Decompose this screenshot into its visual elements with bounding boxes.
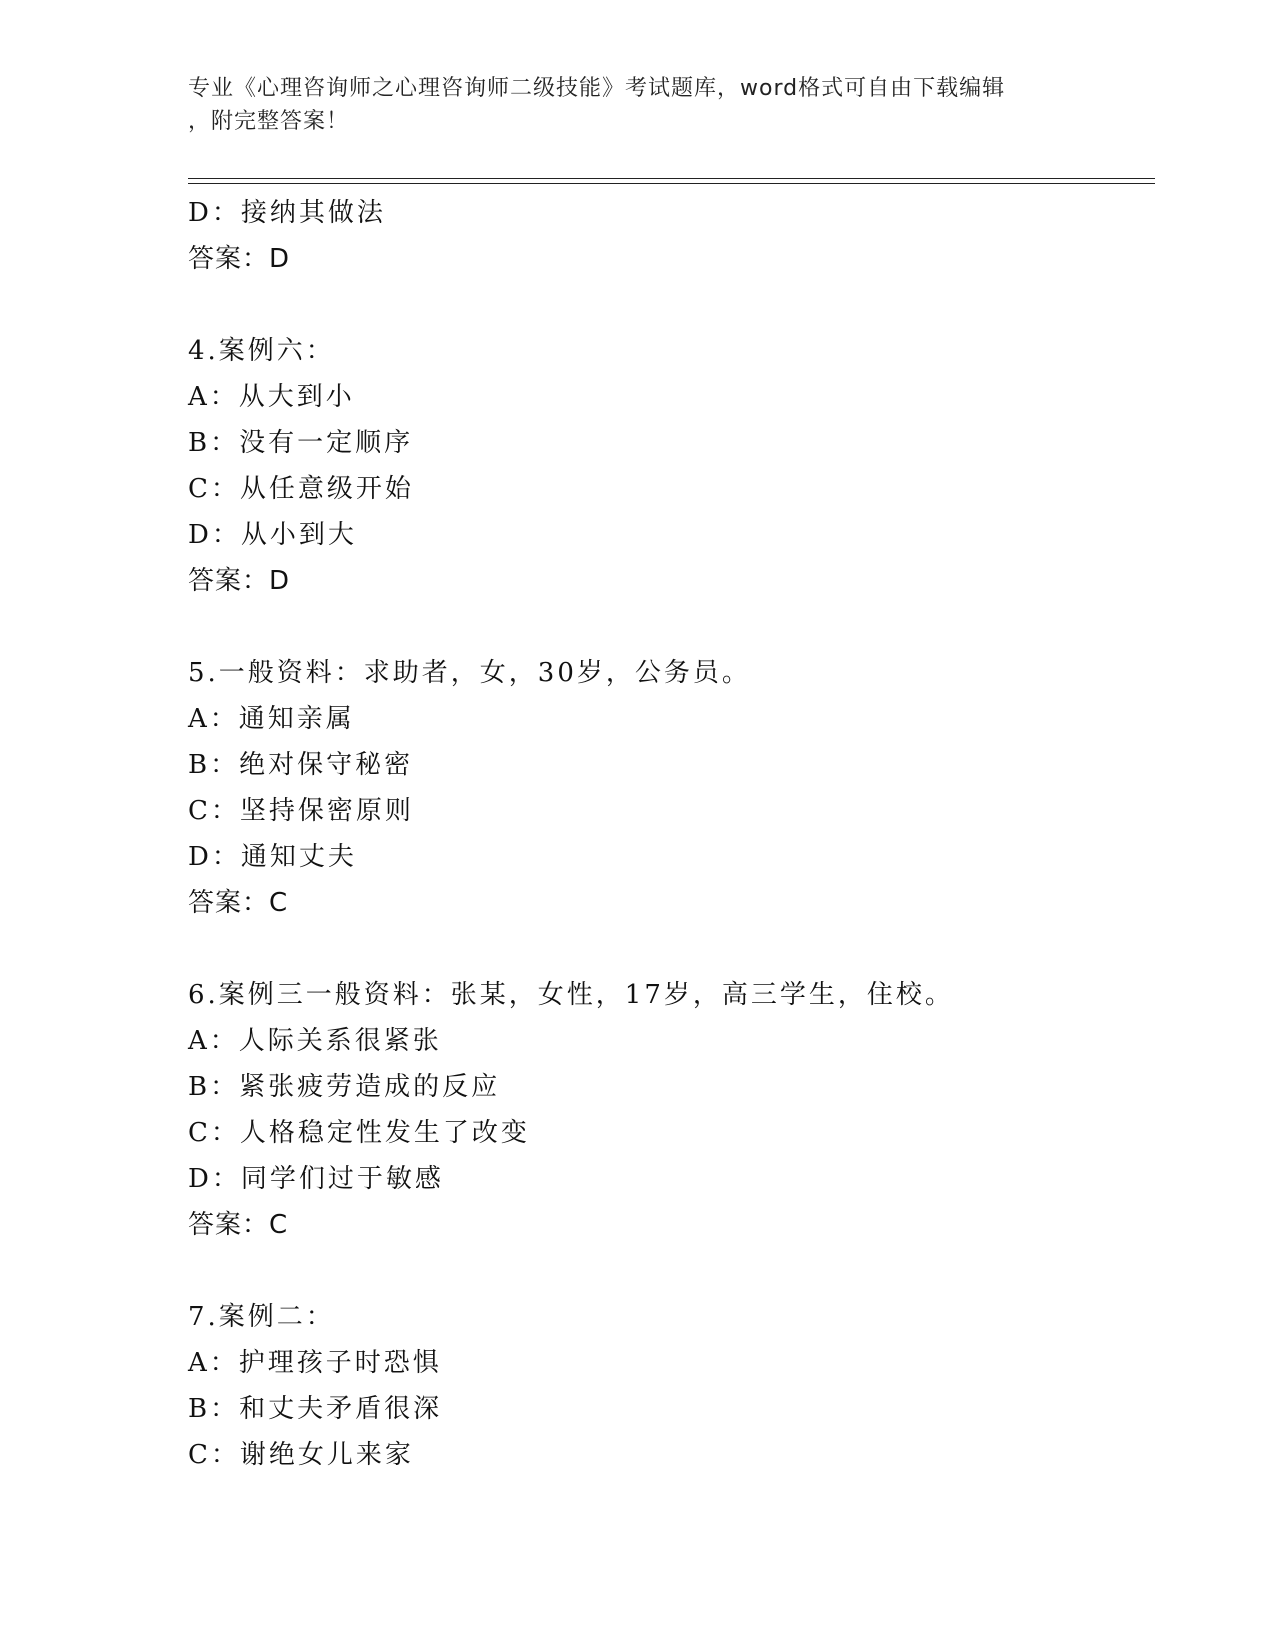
option-b: B：绝对保守秘密 [188,750,414,780]
option-d: D：同学们过于敏感 [188,1164,444,1194]
answer-line: 答案：D [188,566,291,596]
question-stem: 6.案例三一般资料：张某，女性，17岁，高三学生，住校。 [188,980,954,1010]
answer-line: 答案：C [188,1210,289,1240]
question-4 [188,328,1148,604]
spacer [188,604,1148,650]
option-a: A：通知亲属 [188,704,355,734]
question-list [188,190,1148,1478]
option-a: A：从大到小 [188,382,355,412]
question-3-tail [188,190,1148,282]
option-b: B：没有一定顺序 [188,428,414,458]
header-divider-top [188,178,1155,179]
option-d: D：通知丈夫 [188,842,357,872]
header-title-line-1: 专业《心理咨询师之心理咨询师二级技能》考试题库，word格式可自由下载编辑 [188,76,1006,101]
answer-line: 答案：C [188,888,289,918]
header-divider-bottom [188,183,1155,184]
option-b: B：和丈夫矛盾很深 [188,1394,443,1424]
question-stem: 5.一般资料：求助者，女，30岁，公务员。 [188,658,751,688]
question-stem: 7.案例二： [188,1302,335,1332]
question-5 [188,650,1148,926]
spacer [188,926,1148,972]
option-d: D：从小到大 [188,520,357,550]
option-c: C：坚持保密原则 [188,796,414,826]
option-a: A：人际关系很紧张 [188,1026,442,1056]
option-a: A：护理孩子时恐惧 [188,1348,442,1378]
header-title-line-2: ，附完整答案！ [188,109,350,134]
option-c: C：从任意级开始 [188,474,414,504]
spacer [188,1248,1148,1294]
spacer [188,282,1148,328]
option-c: C：人格稳定性发生了改变 [188,1118,530,1148]
answer-line: 答案：D [188,244,291,274]
option-c: C：谢绝女儿来家 [188,1440,414,1470]
option-b: B：紧张疲劳造成的反应 [188,1072,501,1102]
question-7 [188,1294,1148,1478]
document-header [188,72,1088,138]
option-d: D：接纳其做法 [188,198,386,228]
question-stem: 4.案例六： [188,336,335,366]
question-6 [188,972,1148,1248]
